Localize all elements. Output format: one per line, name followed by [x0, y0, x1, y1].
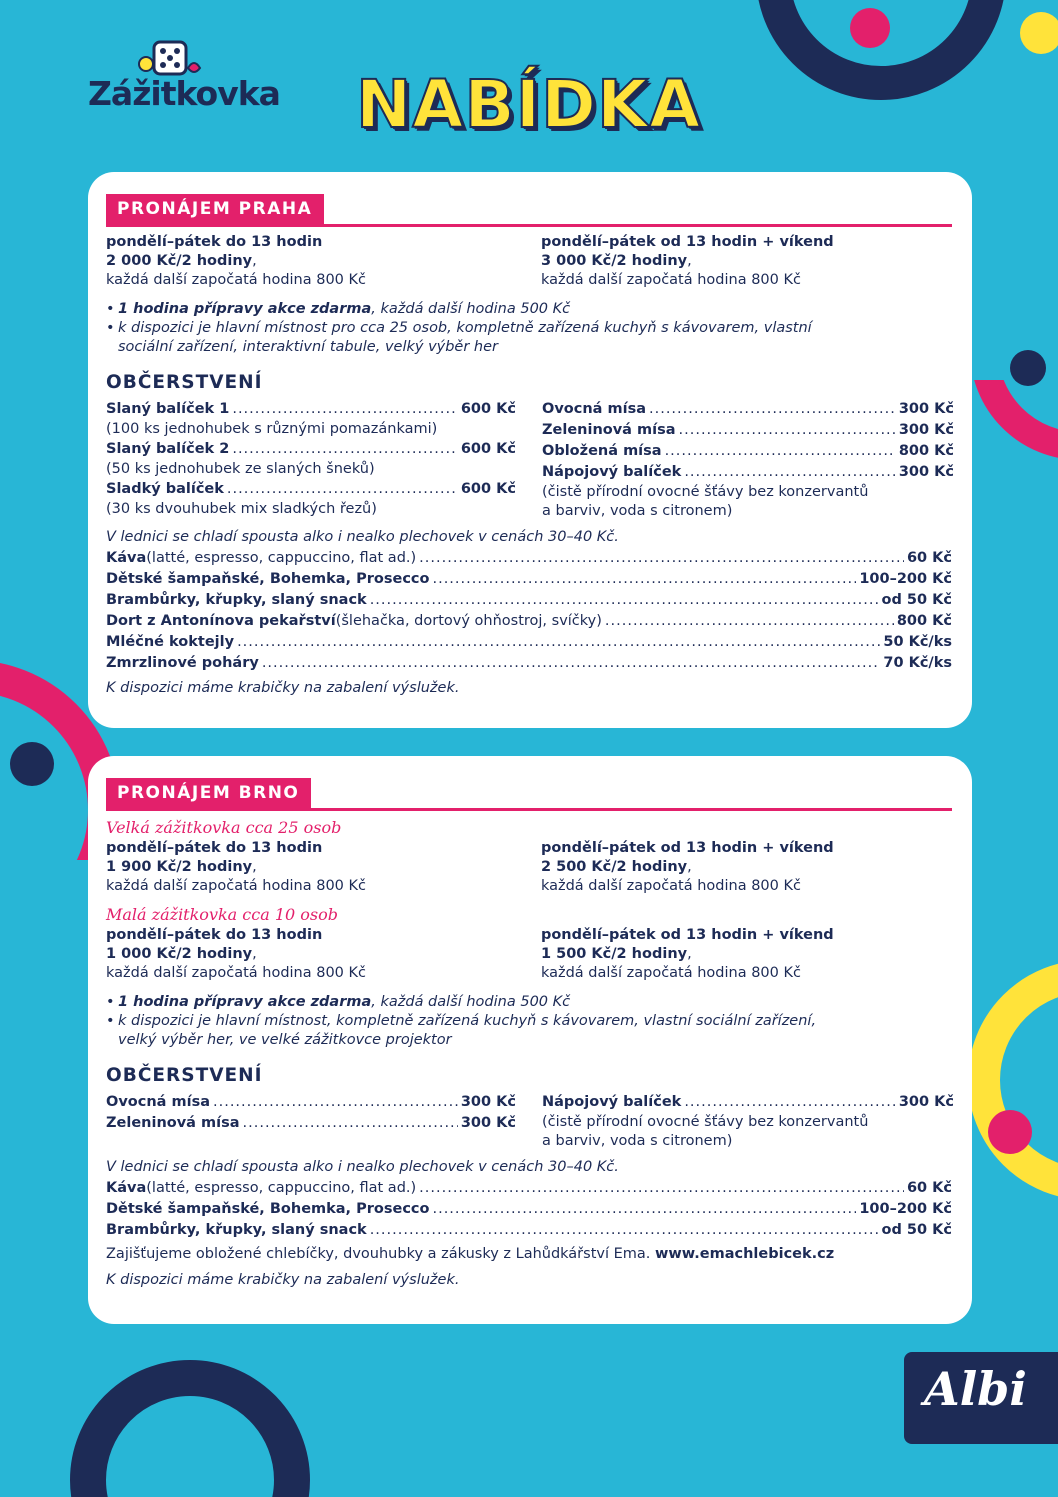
menu-item: [542, 441, 954, 462]
item-price: 60 Kč: [906, 550, 952, 566]
item-price: 300 Kč: [460, 1094, 516, 1110]
item-price: 600 Kč: [460, 481, 516, 497]
decor-right-yellow-arc: [968, 960, 1058, 1220]
item-desc: a barviv, voda s citronem): [542, 1133, 733, 1149]
decor-dot-pink: [850, 8, 890, 48]
item-desc: (30 ks dvouhubek mix sladkých řezů): [106, 501, 377, 517]
item-extra: (latté, espresso, cappuccino, flat ad.): [146, 550, 417, 566]
section-tag: PRONÁJEM BRNO: [106, 778, 311, 809]
item-price: 100–200 Kč: [859, 571, 952, 587]
decor-bottom-left-arc: [70, 1360, 310, 1497]
card-brno: [88, 756, 972, 1324]
item-name: Nápojový balíček: [542, 464, 682, 480]
section-header-praha: [106, 194, 952, 228]
drink-item: [106, 1220, 952, 1241]
menu-item: [106, 399, 516, 420]
item-desc: (50 ks jednohubek ze slaných šneků): [106, 461, 375, 477]
item-name: Ovocná mísa: [106, 1094, 210, 1110]
rate-title: pondělí–pátek od 13 hodin + víkend: [540, 927, 834, 943]
item-name: Mléčné koktejly: [106, 634, 235, 650]
section-divider: [106, 224, 952, 227]
drink-item: [106, 611, 952, 632]
rate-price: 2 000 Kč/2 hodiny: [106, 253, 253, 269]
item-name: Dort z Antonínova pekařství: [106, 613, 336, 629]
rate-comma: ,: [252, 253, 257, 269]
rate-extra: každá další započatá hodina 800 Kč: [540, 272, 801, 288]
brand-name: Zážitkovka: [88, 74, 280, 113]
rate-title: pondělí–pátek od 13 hodin + víkend: [540, 840, 834, 856]
ema-note: [106, 1243, 952, 1266]
rate-comma: ,: [687, 253, 692, 269]
item-name: Ovocná mísa: [542, 401, 646, 417]
item-price: 300 Kč: [460, 1115, 516, 1131]
item-price: 800 Kč: [896, 613, 952, 629]
rate-price: 1 500 Kč/2 hodiny: [540, 946, 688, 962]
item-price: 600 Kč: [460, 401, 516, 417]
rate-comma: ,: [687, 859, 692, 875]
rate-extra: každá další započatá hodina 800 Kč: [106, 272, 367, 288]
big-room-heading: Velká zážitkovka cca 25 osob: [106, 818, 342, 837]
item-name: Káva: [106, 1180, 147, 1196]
menu-item: [106, 479, 516, 500]
drink-item: [106, 569, 952, 590]
fridge-note: V lednici se chladí spousta alko i nealko plechovek v cenách 30–40 Kč.: [106, 1159, 619, 1175]
item-price: 50 Kč/ks: [883, 634, 952, 650]
rate-title: pondělí–pátek od 13 hodin + víkend: [540, 234, 834, 250]
rate-price: 1 000 Kč/2 hodiny: [106, 946, 253, 962]
item-price: 300 Kč: [898, 401, 954, 417]
brand-logo: [88, 38, 280, 120]
bullet-text-cont: sociální zařízení, interaktivní tabule, velký výběr her: [118, 339, 498, 355]
section-divider: [106, 808, 952, 811]
item-price: 300 Kč: [898, 422, 954, 438]
menu-item: [106, 439, 516, 460]
item-name: Zeleninová mísa: [542, 422, 676, 438]
item-name: Dětské šampaňské, Bohemka, Prosecco: [106, 1201, 430, 1217]
item-name: Zeleninová mísa: [106, 1115, 240, 1131]
drink-item: [106, 632, 952, 653]
drink-item: [106, 590, 952, 611]
boxes-note: K dispozici máme krabičky na zabalení výslužek.: [106, 1272, 460, 1288]
drink-item: [106, 1178, 952, 1199]
rate-price: 3 000 Kč/2 hodiny: [540, 253, 688, 269]
item-price: 60 Kč: [906, 1180, 952, 1196]
card-praha: [88, 172, 972, 728]
menu-item: [542, 420, 954, 441]
menu-item: [106, 1113, 516, 1134]
drinks-list: [106, 548, 952, 674]
item-desc: a barviv, voda s citronem): [542, 503, 733, 519]
decor-dot-right-pink: [988, 1110, 1032, 1154]
ema-text: Zajišťujeme obložené chlebíčky, dvouhubky a zákusky z Lahůdkářství Ema.: [106, 1246, 655, 1262]
refreshments-heading: OBČERSTVENÍ: [106, 1065, 263, 1086]
item-price: 600 Kč: [460, 441, 516, 457]
rate-price: 2 500 Kč/2 hodiny: [540, 859, 688, 875]
refreshments-heading: OBČERSTVENÍ: [106, 372, 263, 393]
ema-link[interactable]: www.emachlebicek.cz: [655, 1246, 835, 1262]
decor-dot-left-navy: [10, 742, 54, 786]
fridge-note: V lednici se chladí spousta alko i nealko plechovek v cenách 30–40 Kč.: [106, 529, 619, 545]
menu-item: [106, 1092, 516, 1113]
drinks-list: [106, 1178, 952, 1241]
decor-dot-yellow: [1020, 12, 1058, 54]
section-header-brno: [106, 778, 952, 812]
item-name: Sladký balíček: [106, 481, 224, 497]
rate-title: pondělí–pátek do 13 hodin: [106, 927, 323, 943]
item-extra: (šlehačka, dortový ohňostroj, svíčky): [335, 613, 602, 629]
item-name: Dětské šampaňské, Bohemka, Prosecco: [106, 571, 430, 587]
rate-title: pondělí–pátek do 13 hodin: [106, 840, 323, 856]
page-title: NABÍDKA: [356, 66, 702, 143]
rate-comma: ,: [252, 946, 257, 962]
bullet-text: k dispozici je hlavní místnost, kompletně zařízená kuchyň s kávovarem, vlastní sociální zařízení,: [118, 1013, 817, 1029]
bullet-bold: 1 hodina přípravy akce zdarma: [118, 994, 372, 1010]
item-desc: (100 ks jednohubek s různými pomazánkami): [106, 421, 438, 437]
albi-logo-text: Albi: [924, 1362, 1027, 1416]
item-price: 300 Kč: [898, 1094, 954, 1110]
boxes-note: K dispozici máme krabičky na zabalení výslužek.: [106, 680, 460, 696]
drink-item: [106, 1199, 952, 1220]
item-desc: (čistě přírodní ovocné šťávy bez konzervantů: [542, 484, 869, 500]
menu-item: [542, 462, 954, 483]
menu-item: [542, 399, 954, 420]
item-price: 100–200 Kč: [859, 1201, 952, 1217]
item-price: od 50 Kč: [881, 1222, 952, 1238]
bullet-text: , každá další hodina 500 Kč: [371, 994, 571, 1010]
item-desc: (čistě přírodní ovocné šťávy bez konzervantů: [542, 1114, 869, 1130]
albi-logo: [904, 1352, 1058, 1444]
rate-title: pondělí–pátek do 13 hodin: [106, 234, 323, 250]
section-tag: PRONÁJEM PRAHA: [106, 194, 324, 225]
rate-extra: každá další započatá hodina 800 Kč: [106, 878, 367, 894]
item-name: Zmrzlinové poháry: [106, 655, 259, 671]
bullet-text-cont: velký výběr her, ve velké zážitkovce projektor: [118, 1032, 452, 1048]
drink-item: [106, 653, 952, 674]
item-price: 300 Kč: [898, 464, 954, 480]
item-price: 70 Kč/ks: [883, 655, 952, 671]
bullet-bold: 1 hodina přípravy akce zdarma: [118, 301, 372, 317]
rate-comma: ,: [252, 859, 257, 875]
bullet-text: , každá další hodina 500 Kč: [371, 301, 571, 317]
item-price: 800 Kč: [898, 443, 954, 459]
rate-extra: každá další započatá hodina 800 Kč: [540, 878, 801, 894]
item-name: Brambůrky, křupky, slaný snack: [106, 1222, 367, 1238]
rate-price: 1 900 Kč/2 hodiny: [106, 859, 253, 875]
rate-extra: každá další započatá hodina 800 Kč: [106, 965, 367, 981]
item-extra: (latté, espresso, cappuccino, flat ad.): [146, 1180, 417, 1196]
item-name: Obložená mísa: [542, 443, 662, 459]
rate-extra: každá další započatá hodina 800 Kč: [540, 965, 801, 981]
item-name: Slaný balíček 2: [106, 441, 230, 457]
item-name: Káva: [106, 550, 147, 566]
item-price: od 50 Kč: [881, 592, 952, 608]
small-room-heading: Malá zážitkovka cca 10 osob: [106, 905, 339, 924]
item-name: Brambůrky, křupky, slaný snack: [106, 592, 367, 608]
drink-item: [106, 548, 952, 569]
item-name: Slaný balíček 1: [106, 401, 230, 417]
rate-comma: ,: [687, 946, 692, 962]
bullet-text: k dispozici je hlavní místnost pro cca 25 osob, kompletně zařízená kuchyň s kávovarem, vlastní: [118, 320, 812, 336]
menu-item: [542, 1092, 954, 1113]
item-name: Nápojový balíček: [542, 1094, 682, 1110]
